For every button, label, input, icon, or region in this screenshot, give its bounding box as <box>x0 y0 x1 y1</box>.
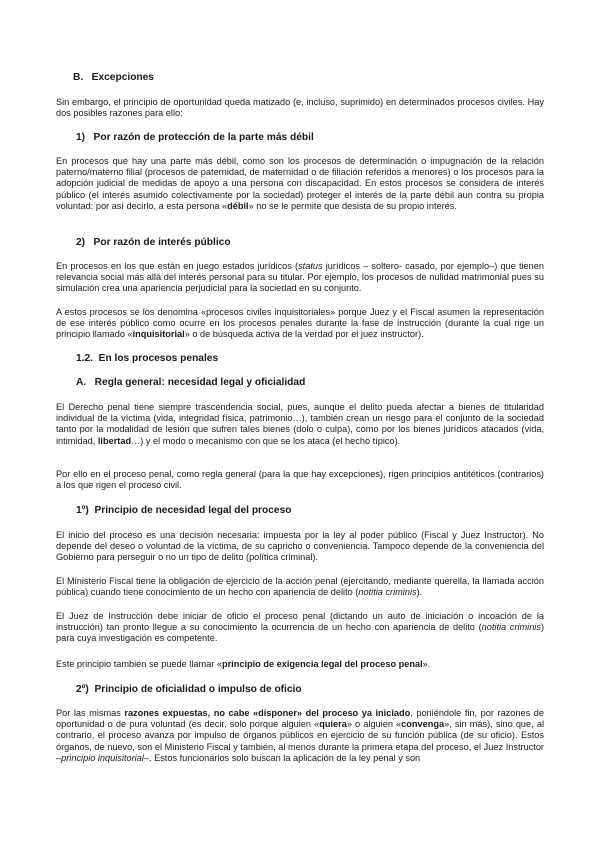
reason-2-paragraph-2: A estos procesos se los denomina «procesos civiles inquisitoriales» porque Juez y el Fiscal asumen la representación de ese interés público como ocurre en los procesos penales durante la fase de instrucción (durante la cual rige un principio llamado «inquisitorial» o de búsqueda activa de la verdad por el juez instructor). <box>56 307 544 340</box>
principle-1-paragraph-4: Este principio también se puede llamar «principio de exigencia legal del proceso penal». <box>56 659 431 669</box>
principle-1-paragraph-3: El Juez de Instrucción debe iniciar de oficio el proceso penal (dictando un auto de iniciación o incoación de la instrucción) tan pronto llegue a su conocimiento la ocurrencia de un hecho con apariencia de delito (notitia criminis) para cuya investigación es competente. <box>56 611 545 644</box>
section-a-paragraph-1: El Derecho penal tiene siempre trascendencia social, pues, aunque el delito pueda afectar a bienes de titularidad individual de la víctima (vida, integridad física, patrimonio…), también crean un riesgo para el conjunto de la sociedad tanto por la modalidad de lesión que sufren tales bienes (dolo o culpa), como por los bienes jurídicos atacados (vida, intimidad, libertad…) y el modo o mecanismo con que se los ataca (el hecho típico). <box>56 402 544 446</box>
section-b-intro: Sin embargo, el principio de oportunidad queda matizado (e, incluso, suprimido) en determinados procesos civiles. Hay dos posibles razones para ello: <box>56 97 544 119</box>
reason-2-heading: 2) Por razón de interés público <box>76 237 231 248</box>
section-1-2-heading: 1.2. En los procesos penales <box>76 353 219 364</box>
reason-1-heading: 1) Por razón de protección de la parte más débil <box>76 132 314 143</box>
section-a-heading: A. Regla general: necesidad legal y oficialidad <box>76 377 306 388</box>
reason-2-paragraph-1: En procesos en los que están en juego estados jurídicos (status jurídicos – soltero- casado, por ejemplo–) que tienen relevancia social más allá del interés personal para su titular. Por ejemplo, los procesos de nulidad matrimonial pues su simulación crea una apariencia perjudicial para la sociedad en su conjunto. <box>56 261 544 294</box>
section-a-paragraph-2: Por ello en el proceso penal, como regla general (para la que hay excepciones), rigen principios antitéticos (contrarios) a los que rigen el proceso civil. <box>56 469 544 491</box>
principle-2-heading: 2º) Principio de oficialidad o impulso de oficio <box>76 684 302 695</box>
principle-1-paragraph-1: El inicio del proceso es una decisión necesaria: impuesta por la ley al poder público (Fiscal y Juez Instructor). No depende del deseo o voluntad de la víctima, de su capricho o conveniencia. Tampoco depende de la conveniencia del Gobierno para perseguir o no un tipo de delito (política criminal). <box>56 530 544 563</box>
principle-2-paragraph-1: Por las mismas razones expuestas, no cabe «disponer» del proceso ya iniciado, poniéndole fin, por razones de oportunidad o de pura voluntad (es decir, solo porque alguien «quiera» o alguien «convenga», sin más), sino que, al contrario, el proceso avanza por impulso de órganos públicos en ejercicio de su función pública (de su oficio). Estos órganos, de nuevo, son el Ministerio Fiscal y también, al menos durante la primera etapa del proceso, el Juez Instructor –principio inquisitorial–. Estos funcionarios solo buscan la aplicación de la ley penal y son <box>56 708 544 763</box>
principle-1-heading: 1º) Principio de necesidad legal del proceso <box>76 505 292 516</box>
reason-1-paragraph: En procesos que hay una parte más débil, como son los procesos de determinación o impugnación de la relación paterno/materno filial (procesos de paternidad, de maternidad o de filiación referidos a menores) o los procesos para la adopción judicial de medidas de apoyo a una persona con discapacidad. En estos procesos se considera de interés público (el interés asumido colectivamente por la sociedad) proteger el interés de la parte débil aun contra su propia voluntad: por así decirlo, a esta persona «débil» no se le permite que desista de su propio interés. <box>56 156 544 211</box>
principle-1-paragraph-2: El Ministerio Fiscal tiene la obligación de ejercicio de la acción penal (ejercitando, mediante querella, la llamada acción pública) cuando tiene conocimiento de un hecho con apariencia de delito (notitia criminis). <box>56 576 544 598</box>
section-b-heading: B. Excepciones <box>73 72 154 83</box>
